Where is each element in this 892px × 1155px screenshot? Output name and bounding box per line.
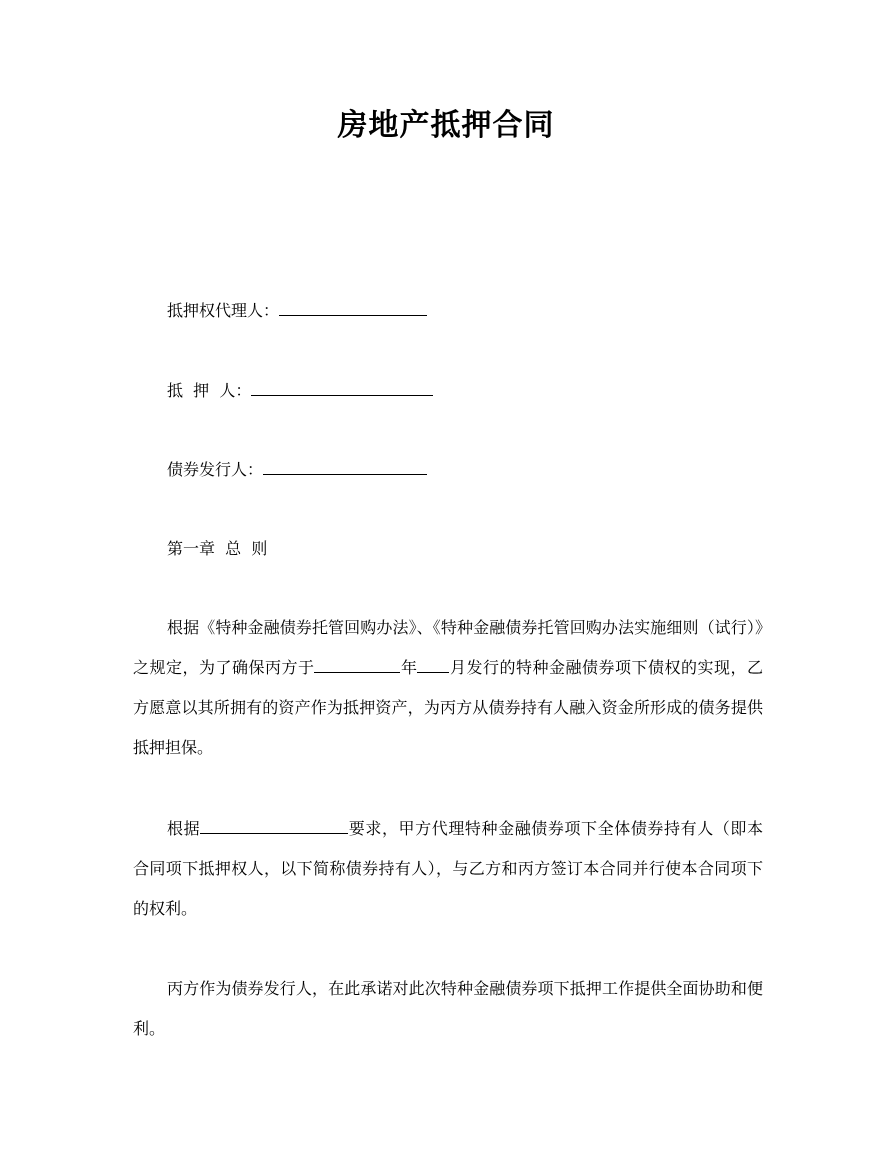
paragraph-2-text-a: 根据 (167, 819, 201, 838)
issuer-field (167, 459, 797, 480)
basis-blank (200, 819, 348, 834)
issuer-blank (263, 459, 427, 475)
mortgagee-agent-label: 抵押权代理人： (167, 301, 280, 320)
document-title: 房地产抵押合同 (337, 108, 555, 143)
mortgagor-blank (251, 380, 433, 396)
paragraph-1 (133, 608, 763, 768)
mortgagee-agent-blank (279, 300, 427, 316)
chapter-heading: 第一章 总 则 (167, 539, 268, 558)
mortgagor-field (167, 380, 797, 401)
mortgagee-agent-field (167, 300, 797, 321)
year-blank (314, 658, 400, 673)
paragraph-2 (133, 809, 763, 929)
paragraph-1-text-c: 月发行的特种金融债券项下债权的实现，乙方愿意以其所拥有的资产作为抵押资产，为丙方从债券持有人融入资金所形成的债务提供抵押担保。 (133, 658, 763, 757)
paragraph-3: 丙方作为债券发行人，在此承诺对此次特种金融债券项下抵押工作提供全面协助和便利。 (133, 979, 763, 1038)
month-blank (417, 658, 449, 673)
paragraph-1-text-a: 根据《特种金融债券托管回购办法》、《特种金融债券托管回购办法实施细则（试行）》之规定，为了确保丙方于 (133, 618, 763, 677)
mortgagor-label: 抵 押 人： (167, 381, 252, 400)
paragraph-2-text-b: 要求，甲方代理特种金融债券项下全体债券持有人（即本合同项下抵押权人，以下简称债券持有人），与乙方和丙方签订本合同并行使本合同项下的权利。 (133, 819, 763, 918)
issuer-label: 债券发行人： (167, 460, 264, 479)
paragraph-1-text-b: 年 (400, 658, 418, 677)
